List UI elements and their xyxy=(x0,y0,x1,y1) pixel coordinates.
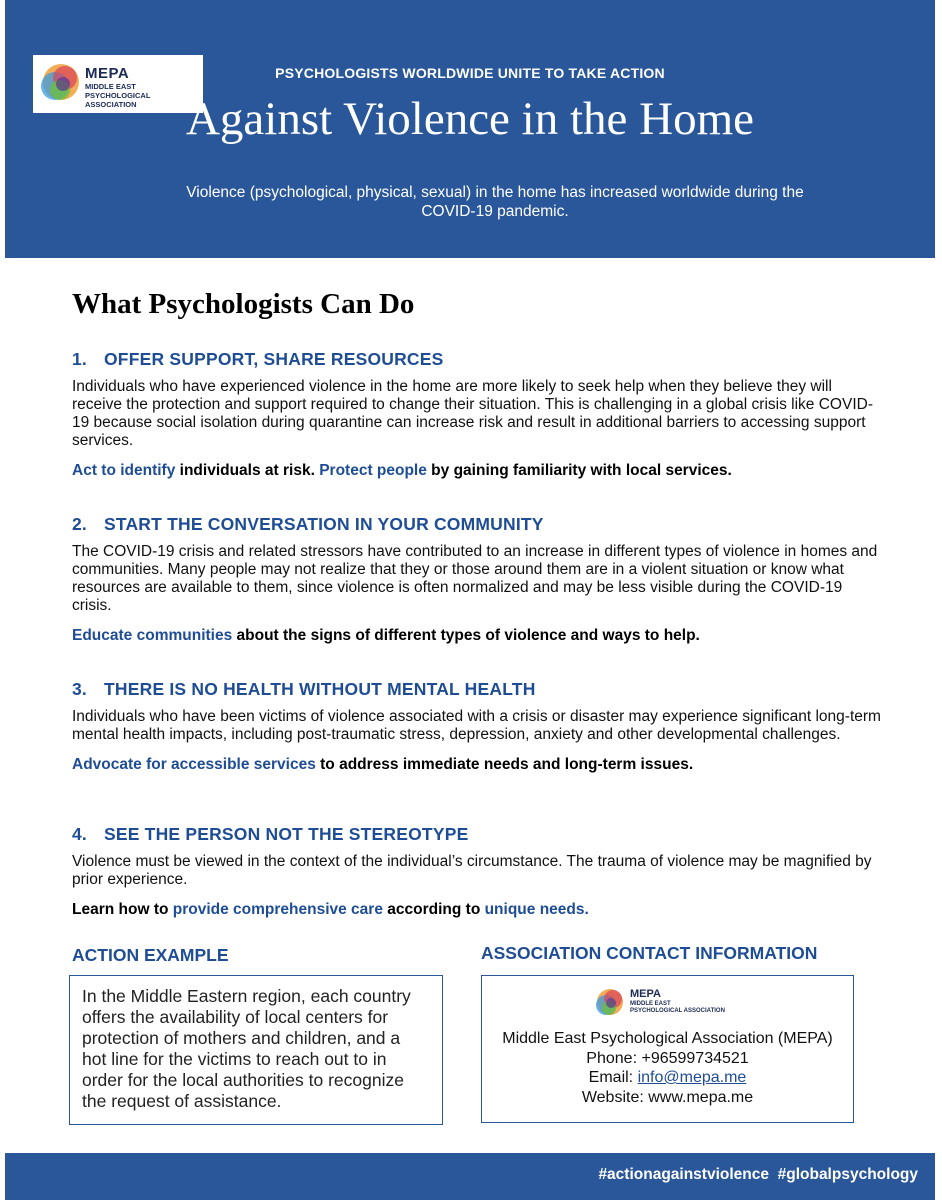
main-title: What Psychologists Can Do xyxy=(72,288,415,320)
action-example-heading: ACTION EXAMPLE xyxy=(72,945,229,965)
section-3 xyxy=(72,679,882,774)
logo-subtitle: MIDDLE EAST PSYCHOLOGICAL ASSOCIATION xyxy=(85,82,151,109)
footer-banner xyxy=(5,1153,935,1200)
section-4 xyxy=(72,824,882,919)
section-body: Violence must be viewed in the context of the individual’s circumstance. The trauma of violence may be magnified by prior experience. xyxy=(72,853,872,888)
section-heading: 1. OFFER SUPPORT, SHARE RESOURCES xyxy=(72,349,444,369)
logo-brand: MEPA xyxy=(85,65,130,82)
section-call-to-action: Educate communities about the signs of different types of violence and ways to help. xyxy=(72,627,700,644)
section-heading: 2. START THE CONVERSATION IN YOUR COMMUNITY xyxy=(72,514,544,534)
contact-details xyxy=(482,1029,853,1107)
header-kicker: PSYCHOLOGISTS WORLDWIDE UNITE TO TAKE ACTION xyxy=(275,65,665,81)
page-title: Against Violence in the Home xyxy=(185,93,755,145)
mepa-logo-icon xyxy=(594,986,626,1020)
section-call-to-action: Learn how to provide comprehensive care according to unique needs. xyxy=(72,901,589,918)
contact-org: Middle East Psychological Association (MEPA) xyxy=(502,1030,833,1047)
section-body: Individuals who have been victims of violence associated with a crisis or disaster may experience significant long-term mental health impacts, including post-traumatic stress, depression, anxiety and other developmental challenges. xyxy=(72,708,881,743)
section-heading: 4. SEE THE PERSON NOT THE STEREOTYPE xyxy=(72,824,469,844)
contact-logo: MEPA MIDDLE EAST PSYCHOLOGICAL ASSOCIATION xyxy=(594,986,744,1020)
contact-phone: Phone: +96599734521 xyxy=(586,1049,749,1067)
section-body: Individuals who have experienced violence in the home are more likely to seek help when they believe they will receive the protection and support required to change their situation. This is challenging in a global crisis like COVID-19 because social isolation during quarantine can increase risk and result in additional barriers to accessing support services. xyxy=(72,378,873,449)
action-example-text: In the Middle Eastern region, each country offers the availability of local centers for protection of mothers and children, and a hot line for the victims to reach out to in order for the local authorities to recognize the request of assistance. xyxy=(82,986,411,1111)
contact-box xyxy=(481,975,854,1123)
section-body: The COVID-19 crisis and related stressors have contributed to an increase in different types of violence in homes and communities. Many people may not realize that they or those around them are in a violent situation or know what resources are available to them, since violence is often normalized and may be less visible during the COVID-19 crisis. xyxy=(72,543,878,614)
section-1 xyxy=(72,349,882,480)
action-example-box xyxy=(69,975,443,1125)
contact-heading: ASSOCIATION CONTACT INFORMATION xyxy=(481,943,818,963)
section-call-to-action: Advocate for accessible services to address immediate needs and long-term issues. xyxy=(72,756,694,773)
contact-website: Website: www.mepa.me xyxy=(581,1088,754,1106)
section-heading: 3. THERE IS NO HEALTH WITHOUT MENTAL HEALTH xyxy=(72,679,536,699)
header-banner xyxy=(5,0,935,258)
section-2 xyxy=(72,514,882,645)
contact-email: Email: info@mepa.me xyxy=(588,1069,747,1086)
header-intro: Violence (psychological, physical, sexual) in the home has increased worldwide during the COVID-19 pandemic. xyxy=(186,184,804,220)
section-call-to-action: Act to identify individuals at risk. Protect people by gaining familiarity with local services. xyxy=(72,462,732,479)
email-link[interactable]: info@mepa.me xyxy=(637,1069,747,1086)
footer-hashtags: #actionagainstviolence #globalpsychology xyxy=(598,1166,918,1183)
